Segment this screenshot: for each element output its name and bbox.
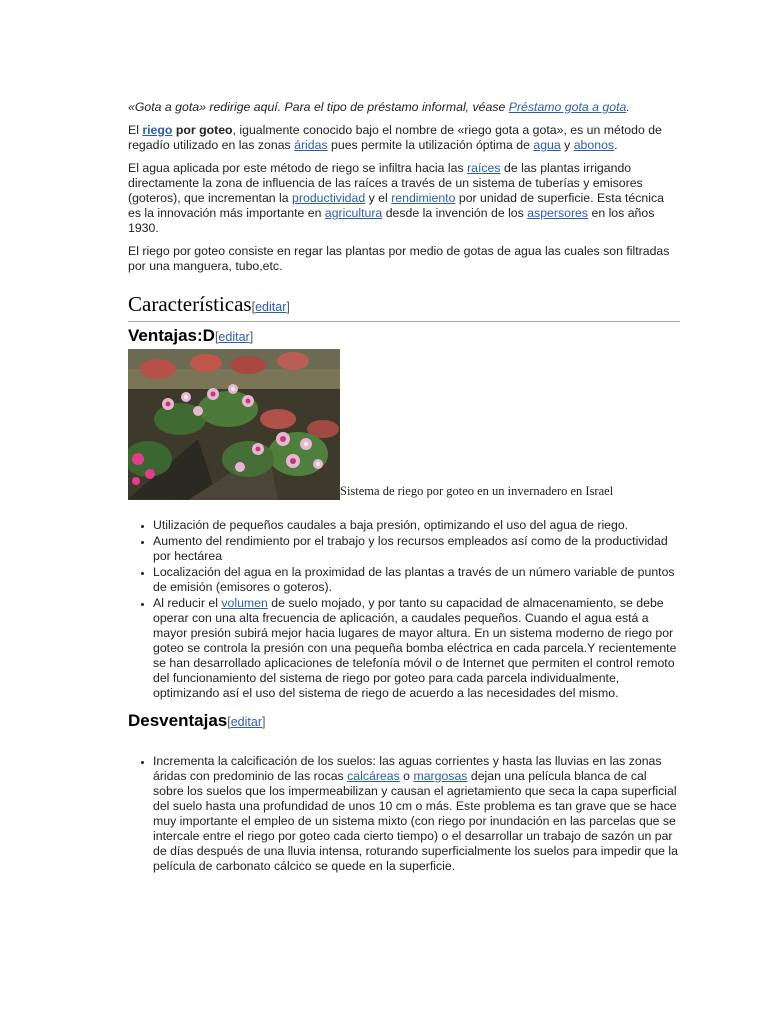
edit-link[interactable]: editar	[230, 715, 262, 729]
bracket: ]	[262, 715, 266, 729]
intro-paragraph-1	[128, 123, 680, 153]
text: El	[128, 123, 143, 137]
subheading-desventajas	[128, 711, 680, 732]
intro-paragraph-3: El riego por goteo consiste en regar las plantas por medio de gotas de agua las cuales son filtradas por una manguera, tubo,etc.	[128, 244, 670, 273]
edit-link[interactable]: editar	[255, 300, 287, 314]
text: y el	[365, 191, 392, 205]
text: en los años 1930.	[128, 206, 655, 235]
section-heading-caracteristicas	[128, 292, 680, 322]
text: El agua aplicada por este método de riego se infiltra hacia las	[128, 161, 468, 175]
link-raices[interactable]: raíces	[467, 161, 501, 175]
figure-greenhouse	[128, 349, 680, 500]
edit-desventajas-link	[227, 715, 265, 729]
figure-caption: Sistema de riego por goteo en un invernadero en Israel	[340, 484, 614, 498]
text: .	[614, 138, 618, 152]
text: Al reducir el	[153, 596, 222, 610]
list-item	[153, 596, 680, 701]
redirect-text: «Gota a gota» redirige aquí. Para el tipo de préstamo informal, véase	[128, 100, 509, 114]
list-item: • Localización del agua en la proximidad de las plantas a través de un número variable de puntos de emisión (emisores o goteros).	[153, 565, 680, 595]
link-prestamo-gota-a-gota[interactable]: Préstamo gota a gota	[508, 100, 627, 114]
ventajas-title: Ventajas:D	[128, 326, 215, 345]
article-body	[128, 100, 680, 875]
text: dejan una película blanca de cal sobre los suelos que los impermeabilizan y causan el agrietamiento que seca la capa superficial del suelo hasta una profundidad de unos 10 cm o más. Este problema es tan grave que se hace muy importante el empleo de un sistema mixto (con riego por inundación en las parcelas que se intercale entre el riego por goteo cada cierto tiempo) o el desarrollar un trabajo de sazón un par de días después de una lluvia intensa, roturando superficialmente los suelos para impedir que la película de carbonato cálcico se quede en la superficie.	[153, 769, 678, 873]
ventajas-list	[128, 518, 680, 701]
list-item	[153, 754, 680, 874]
list-item: • Aumento del rendimiento por el trabajo y los recursos empleados así como de la productividad por hectárea	[153, 534, 680, 564]
link-rendimiento[interactable]: rendimiento	[391, 191, 456, 205]
text: de suelo mojado, y por tanto su capacidad de almacenamiento, se debe operar con una alta frecuencia de aplicación, a caudales pequeños. Cuando el agua está a mayor presión subirá mejor hacia lugares de mayor altura. En un sistema moderno de riego por goteo se controla la presión con una pequeña bomba eléctrica en cada parcela.Y recientemente se han desarrollado aplicaciones de telefonía móvil o de Internet que permiten el control remoto del funcionamiento del sistema de riego por goteo para cada parcela individualmente, optimizando así el uso del sistema de riego de acuerdo a las necesidades del mismo.	[153, 596, 677, 700]
section-title: Características	[128, 292, 252, 316]
link-calcareas[interactable]: calcáreas	[347, 769, 400, 783]
text: pues permite la utilización óptima de	[327, 138, 534, 152]
edit-ventajas-link	[215, 330, 253, 344]
link-riego[interactable]: riego	[142, 123, 173, 137]
term-por-goteo: por goteo	[175, 123, 233, 137]
bracket: [	[214, 330, 219, 344]
list-item: • Utilización de pequeños caudales a baja presión, optimizando el uso del agua de riego.	[153, 518, 680, 533]
bracket: ]	[249, 330, 254, 344]
link-aspersores[interactable]: aspersores	[527, 206, 589, 220]
link-abonos[interactable]: abonos	[573, 138, 615, 152]
redirect-note	[128, 100, 680, 115]
link-agua[interactable]: agua	[533, 138, 561, 152]
text: por unidad de superficie. Esta técnica es la innovación más importante en	[128, 191, 664, 220]
text: Incrementa la calcificación de los suelos: las aguas corrientes y hasta las lluvias en las zonas áridas con predominio de las rocas	[153, 754, 662, 783]
desventajas-list	[128, 754, 680, 874]
text: desde la invención de los	[382, 206, 528, 220]
link-aridas[interactable]: áridas	[294, 138, 328, 152]
bracket: [	[251, 300, 256, 314]
subheading-ventajas	[128, 326, 680, 347]
redirect-end: .	[626, 100, 630, 114]
desventajas-title: Desventajas	[128, 711, 228, 730]
intro-paragraph-2	[128, 161, 680, 236]
link-agricultura[interactable]: agricultura	[324, 206, 383, 220]
bracket: ]	[286, 300, 290, 314]
bracket: [	[227, 715, 231, 729]
edit-section-link	[252, 300, 290, 314]
text: de las plantas irrigando directamente la zona de influencia de las raíces a través de un sistema de tuberías y emisores (goteros), que incrementan la	[128, 161, 643, 205]
greenhouse-carnations-photo	[128, 349, 340, 500]
text: y	[560, 138, 574, 152]
text: , igualmente conocido bajo el nombre de «riego gota a gota», es un método de regadío utilizado en las zonas	[128, 123, 662, 152]
link-productividad[interactable]: productividad	[292, 191, 366, 205]
link-margosas[interactable]: margosas	[413, 769, 468, 783]
link-volumen[interactable]: volumen	[221, 596, 268, 610]
text: o	[399, 769, 414, 783]
edit-link[interactable]: editar	[218, 330, 250, 344]
